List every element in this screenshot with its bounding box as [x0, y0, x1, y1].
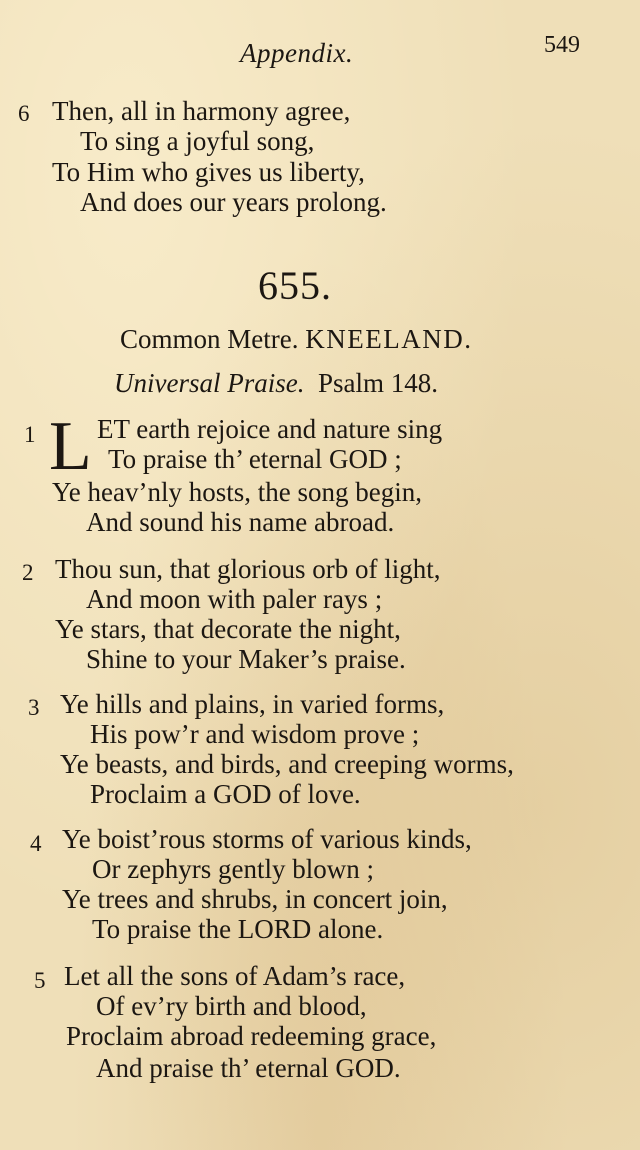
meter-name: Common Metre.: [120, 324, 299, 354]
page-number: 549: [544, 32, 580, 58]
verse-line: Ye heav’nly hosts, the song begin,: [52, 477, 422, 507]
verse-line: His pow’r and wisdom prove ;: [90, 719, 420, 749]
verse-line: Of ev’ry birth and blood,: [96, 991, 367, 1021]
verse-line: And does our years prolong.: [80, 187, 387, 217]
verse-line: Ye trees and shrubs, in concert join,: [62, 884, 448, 914]
verse-line: Ye stars, that decorate the night,: [55, 614, 401, 644]
verse-line: To praise the LORD alone.: [92, 914, 384, 944]
verse-line: Ye beasts, and birds, and creeping worms,: [60, 749, 514, 779]
hymn-subject: Universal Praise.: [114, 368, 305, 398]
verse-line: Let all the sons of Adam’s race,: [64, 961, 406, 991]
verse-line: Shine to your Maker’s praise.: [86, 644, 406, 674]
verse-line: Then, all in harmony agree,: [52, 96, 351, 126]
hymn-title: [114, 368, 438, 399]
verse-number-3: 3: [28, 695, 40, 720]
verse-line: And praise th’ eternal GOD.: [96, 1053, 401, 1083]
hymn-meter: [120, 324, 472, 355]
verse-line: ET earth rejoice and nature sing: [97, 414, 443, 444]
verse-line: To praise th’ eternal GOD ;: [108, 444, 402, 474]
verse-line: To Him who gives us liberty,: [52, 157, 365, 187]
verse-number-6: 6: [18, 101, 30, 126]
verse-number-2: 2: [22, 560, 34, 585]
running-head-title: Appendix.: [240, 38, 354, 68]
psalm-reference: Psalm 148.: [317, 368, 438, 398]
verse-line: Proclaim abroad redeeming grace,: [66, 1021, 437, 1051]
verse-line: And sound his name abroad.: [86, 507, 395, 537]
verse-line: Ye hills and plains, in varied forms,: [60, 689, 445, 719]
verse-number-4: 4: [30, 831, 42, 856]
verse-line: Thou sun, that glorious orb of light,: [55, 554, 441, 584]
verse-line: Proclaim a GOD of love.: [90, 779, 361, 809]
verse-number-5: 5: [34, 968, 46, 993]
verse-line: To sing a joyful song,: [80, 126, 315, 156]
verse-line: Or zephyrs gently blown ;: [92, 854, 374, 884]
tune-name: KNEELAND.: [305, 324, 473, 354]
drop-cap: L: [49, 408, 92, 485]
verse-line: Ye boist’rous storms of various kinds,: [62, 824, 472, 854]
hymn-number: 655.: [258, 263, 332, 308]
verse-number-1: 1: [24, 422, 36, 447]
verse-line: And moon with paler rays ;: [86, 584, 383, 614]
